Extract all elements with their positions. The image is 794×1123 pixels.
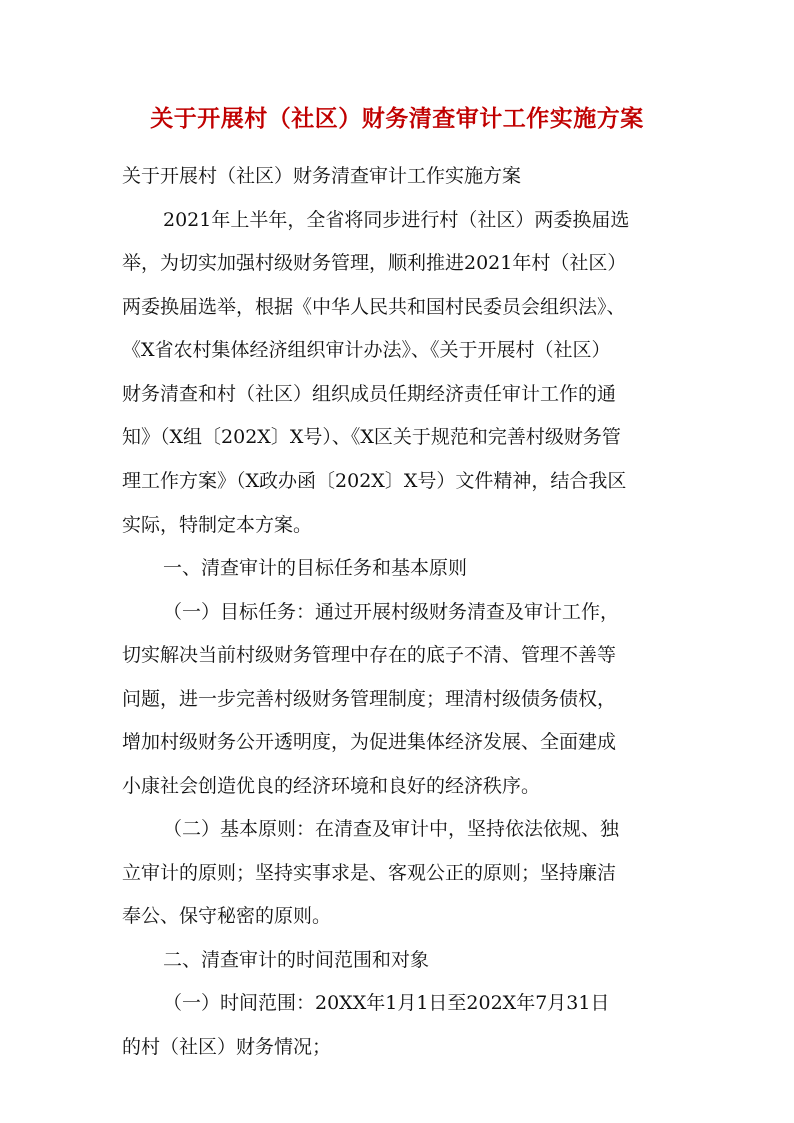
- section-heading: 二、清查审计的时间范围和对象: [163, 949, 430, 971]
- paragraph-line: 增加村级财务公开透明度，为促进集体经济发展、全面建成: [122, 731, 617, 753]
- paragraph-line: （二）基本原则：在清查及审计中，坚持依法依规、独: [163, 818, 620, 840]
- paragraph-line: 理工作方案》（X政办函〔202X〕X号）文件精神，结合我区: [122, 470, 627, 492]
- paragraph-line: 奉公、保守秘密的原则。: [122, 905, 332, 927]
- paragraph-line: 的村（社区）财务情况；: [122, 1036, 332, 1058]
- paragraph-line: （一）时间范围：20XX年1月1日至202X年7月31日: [163, 992, 610, 1014]
- paragraph-line: 实际，特制定本方案。: [122, 514, 313, 536]
- paragraph-line: 知》（X组〔202X〕X号）、《X区关于规范和完善村级财务管: [122, 426, 621, 448]
- paragraph-line: （一）目标任务：通过开展村级财务清查及审计工作，: [163, 601, 620, 623]
- document-subtitle-line: 关于开展村（社区）财务清查审计工作实施方案: [122, 165, 522, 187]
- paragraph-line: 两委换届选举，根据《中华人民共和国村民委员会组织法》、: [122, 296, 626, 318]
- paragraph-line: 切实解决当前村级财务管理中存在的底子不清、管理不善等: [122, 644, 617, 666]
- paragraph-line: 立审计的原则；坚持实事求是、客观公正的原则；坚持廉洁: [122, 862, 617, 884]
- document-title: 关于开展村（社区）财务清查审计工作实施方案: [150, 105, 644, 132]
- paragraph-line: 小康社会创造优良的经济环境和良好的经济秩序。: [122, 775, 541, 797]
- paragraph-line: 举，为切实加强村级财务管理，顺利推进2021年村（社区）: [122, 252, 627, 274]
- section-heading: 一、清查审计的目标任务和基本原则: [163, 557, 468, 579]
- paragraph-line: 《X省农村集体经济组织审计办法》、《关于开展村（社区）: [122, 339, 611, 361]
- paragraph-line: 2021年上半年，全省将同步进行村（社区）两委换届选: [163, 209, 630, 231]
- paragraph-line: 财务清查和村（社区）组织成员任期经济责任审计工作的通: [122, 383, 617, 405]
- paragraph-line: 问题，进一步完善村级财务管理制度；理清村级债务债权，: [122, 688, 617, 710]
